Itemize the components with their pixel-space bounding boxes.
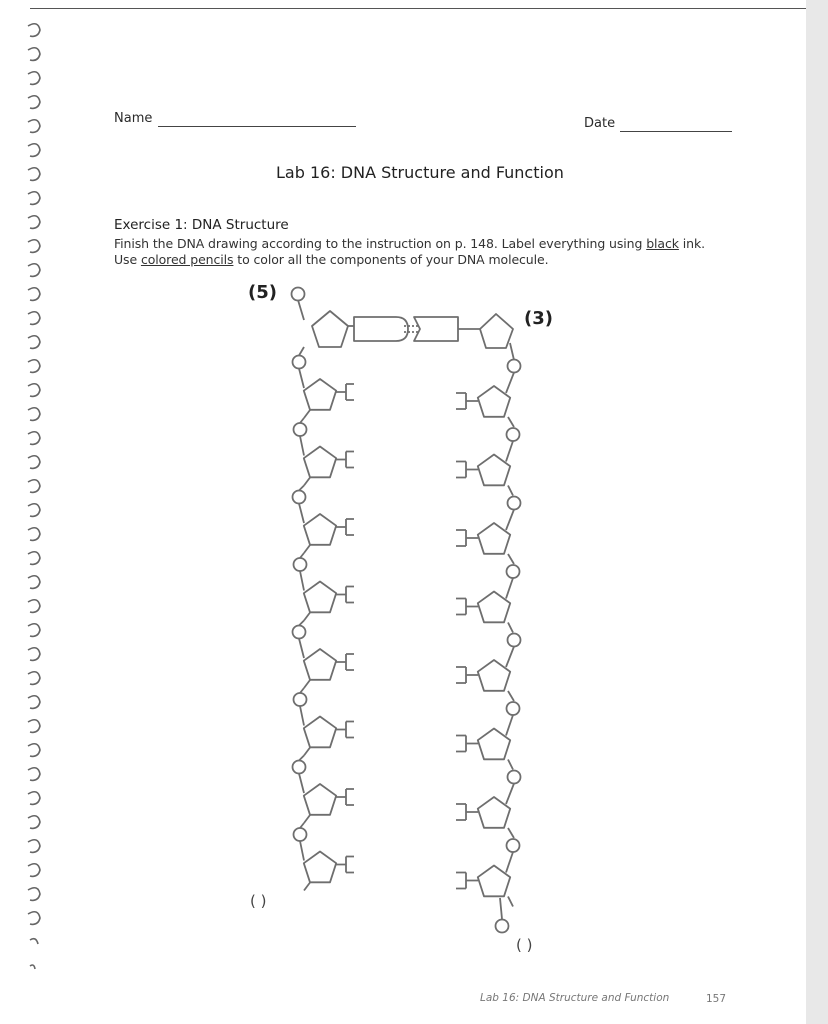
- phosphate-circle: [507, 702, 520, 715]
- page-title: Lab 16: DNA Structure and Function: [276, 163, 564, 182]
- phosphate-circle: [293, 626, 306, 639]
- base-stub-bracket: [456, 736, 478, 752]
- phosphate-circle: [508, 497, 521, 510]
- phosphate-circle: [508, 634, 521, 647]
- sugar-pentagon: [478, 523, 510, 554]
- sugar-pentagon: [478, 729, 510, 760]
- instruction-text: to color all the components of your DNA molecule.: [233, 252, 549, 267]
- phosphate-circle: [294, 828, 307, 841]
- base-stub-bracket: [336, 722, 354, 738]
- phosphate-circle: [507, 839, 520, 852]
- base-stub-bracket: [336, 519, 354, 535]
- phosphate-circle: [507, 428, 520, 441]
- instruction-text: Use: [114, 252, 141, 267]
- sugar-pentagon: [478, 386, 510, 417]
- phosphate-circle: [496, 920, 509, 933]
- base-stub-bracket: [336, 452, 354, 468]
- base-stub-bracket: [336, 789, 354, 805]
- name-label: Name: [114, 111, 153, 126]
- base-stub-bracket: [336, 654, 354, 670]
- base-stub-bracket: [456, 462, 478, 478]
- base-stub-bracket: [456, 804, 478, 820]
- phosphate-circle: [293, 761, 306, 774]
- base-stub-bracket: [336, 384, 354, 400]
- sugar-pentagon: [478, 592, 510, 623]
- sugar-pentagon: [478, 866, 510, 897]
- base-stub-bracket: [336, 587, 354, 603]
- phosphate-circle: [294, 693, 307, 706]
- sugar-pentagon: [304, 379, 336, 410]
- instruction-text: Finish the DNA drawing according to the instruction on p. 148. Label everything using: [114, 236, 647, 251]
- sugar-pentagon: [478, 660, 510, 691]
- footer-running-title: Lab 16: DNA Structure and Function: [480, 992, 670, 1004]
- phosphate-circle: [294, 558, 307, 571]
- phosphate-circle: [293, 356, 306, 369]
- phosphate-circle: [292, 288, 305, 301]
- diagram-label-5-prime: (5): [248, 282, 277, 303]
- base-stub-bracket: [456, 667, 478, 683]
- instruction-underlined-word: colored pencils: [140, 252, 234, 267]
- sugar-pentagon: [480, 314, 513, 348]
- sugar-pentagon: [304, 447, 336, 478]
- diagram-label-blank-bottom-right[interactable]: ( ): [516, 936, 533, 954]
- exercise-heading: Exercise 1: DNA Structure: [114, 217, 289, 233]
- sugar-pentagon: [304, 582, 336, 613]
- sugar-pentagon: [304, 649, 336, 680]
- sugar-pentagon: [478, 797, 510, 828]
- phosphate-circle: [293, 491, 306, 504]
- sugar-pentagon: [304, 514, 336, 545]
- phosphate-circle: [294, 423, 307, 436]
- phosphate-circle: [507, 565, 520, 578]
- base-stub-bracket: [456, 873, 478, 889]
- instruction-text: ink.: [678, 236, 705, 251]
- diagram-label-3-prime: (3): [524, 308, 553, 329]
- base-stub-bracket: [456, 393, 478, 409]
- sugar-pentagon: [304, 852, 336, 883]
- page-number: 157: [706, 993, 727, 1005]
- base-stub-bracket: [456, 599, 478, 615]
- base-purine-shape: [354, 317, 408, 341]
- sugar-pentagon: [478, 455, 510, 486]
- sugar-pentagon: [304, 784, 336, 815]
- base-pyrimidine-shape: [414, 317, 458, 341]
- phosphate-circle: [508, 771, 521, 784]
- sugar-pentagon: [312, 311, 348, 347]
- date-label: Date: [584, 116, 616, 131]
- instruction-underlined-word: black: [646, 236, 679, 251]
- base-stub-bracket: [456, 530, 478, 546]
- sugar-pentagon: [304, 717, 336, 748]
- base-stub-bracket: [336, 857, 354, 873]
- phosphate-circle: [508, 360, 521, 373]
- diagram-label-blank-bottom-left[interactable]: ( ): [250, 892, 267, 910]
